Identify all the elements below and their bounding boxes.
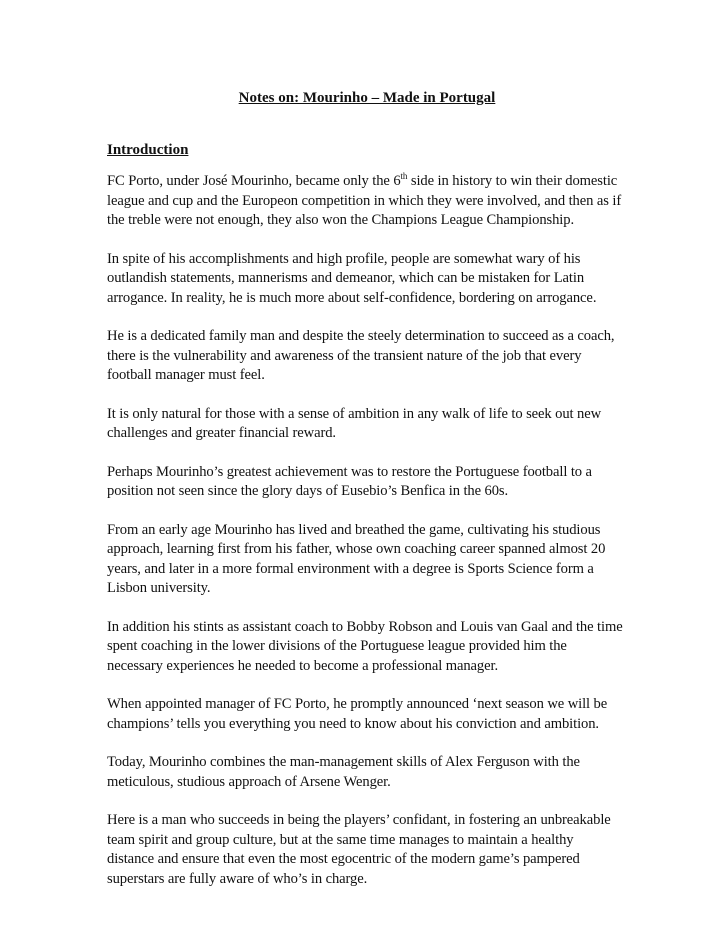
paragraph-line: years, and later in a more formal environment with a degree is Sports Science form a	[107, 560, 594, 577]
text-segment: FC Porto, under José Mourinho, became only the 6	[107, 173, 401, 189]
paragraph-line: outlandish statements, mannerisms and demeanor, which can be mistaken for Latin	[107, 270, 585, 286]
paragraph-line: Today, Mourinho combines the man-management skills of Alex Ferguson with the	[107, 754, 580, 770]
paragraph-line: meticulous, studious approach of Arsene Wenger.	[107, 773, 391, 790]
paragraph-line: In spite of his accomplishments and high profile, people are somewhat wary of his	[107, 250, 581, 267]
paragraph-line: football manager must feel.	[107, 367, 265, 383]
paragraph	[107, 521, 627, 599]
paragraph	[107, 463, 627, 502]
paragraph	[107, 327, 627, 386]
paragraph-line: It is only natural for those with a sense of ambition in any walk of life to seek out new	[107, 405, 602, 422]
paragraph-line: spent coaching in the lower divisions of the Portuguese league provided him the	[107, 638, 567, 654]
paragraph-line: Perhaps Mourinho’s greatest achievement was to restore the Portuguese football to a	[107, 463, 592, 480]
paragraph-line: there is the vulnerability and awareness of the transient nature of the job that every	[107, 347, 582, 364]
paragraph	[107, 250, 627, 309]
paragraph-line: champions’ tells you everything you need to know about his conviction and ambition.	[107, 715, 599, 732]
paragraph-line: In addition his stints as assistant coach to Bobby Robson and Louis van Gaal and the time	[107, 618, 623, 635]
paragraph-line: necessary experiences he needed to become a professional manager.	[107, 657, 498, 674]
superscript-ordinal: th	[400, 171, 408, 182]
paragraph	[107, 811, 627, 889]
paragraph-line: From an early age Mourinho has lived and breathed the game, cultivating his studious	[107, 521, 601, 538]
paragraph-line: When appointed manager of FC Porto, he promptly announced ‘next season we will be	[107, 696, 608, 712]
text-segment: side in history to win their domestic	[407, 173, 618, 189]
paragraph-line: position not seen since the glory days of Eusebio’s Benfica in the 60s.	[107, 483, 509, 499]
paragraph-line: approach, learning first from his father, whose own coaching career spanned almost 20	[107, 541, 606, 557]
paragraph	[107, 172, 627, 231]
paragraph-line: league and cup and the Europeon competition in which they were involved, and then as if	[107, 192, 622, 209]
paragraph	[107, 405, 627, 444]
document-page	[107, 88, 627, 908]
document-title: Notes on: Mourinho – Made in Portugal	[238, 90, 496, 106]
paragraph-line: Lisbon university.	[107, 580, 211, 596]
paragraph-line: superstars are fully aware of who’s in charge.	[107, 870, 368, 887]
paragraph-line: team spirit and group culture, but at the same time manages to maintain a healthy	[107, 831, 574, 848]
paragraph-line: challenges and greater financial reward.	[107, 425, 336, 441]
paragraph	[107, 753, 627, 792]
paragraph-line: He is a dedicated family man and despite the steely determination to succeed as a coach,	[107, 328, 615, 344]
section-heading: Introduction	[107, 142, 189, 158]
paragraph-line: distance and ensure that even the most egocentric of the modern game’s pampered	[107, 851, 580, 867]
paragraph	[107, 695, 627, 734]
paragraph-line	[107, 172, 627, 192]
paragraph-line: the treble were not enough, they also won the Champions League Championship.	[107, 212, 574, 228]
paragraph-line: Here is a man who succeeds in being the players’ confidant, in fostering an unbreakable	[107, 812, 611, 828]
paragraph	[107, 618, 627, 677]
paragraph-line: arrogance. In reality, he is much more about self-confidence, bordering on arrogance.	[107, 289, 597, 306]
